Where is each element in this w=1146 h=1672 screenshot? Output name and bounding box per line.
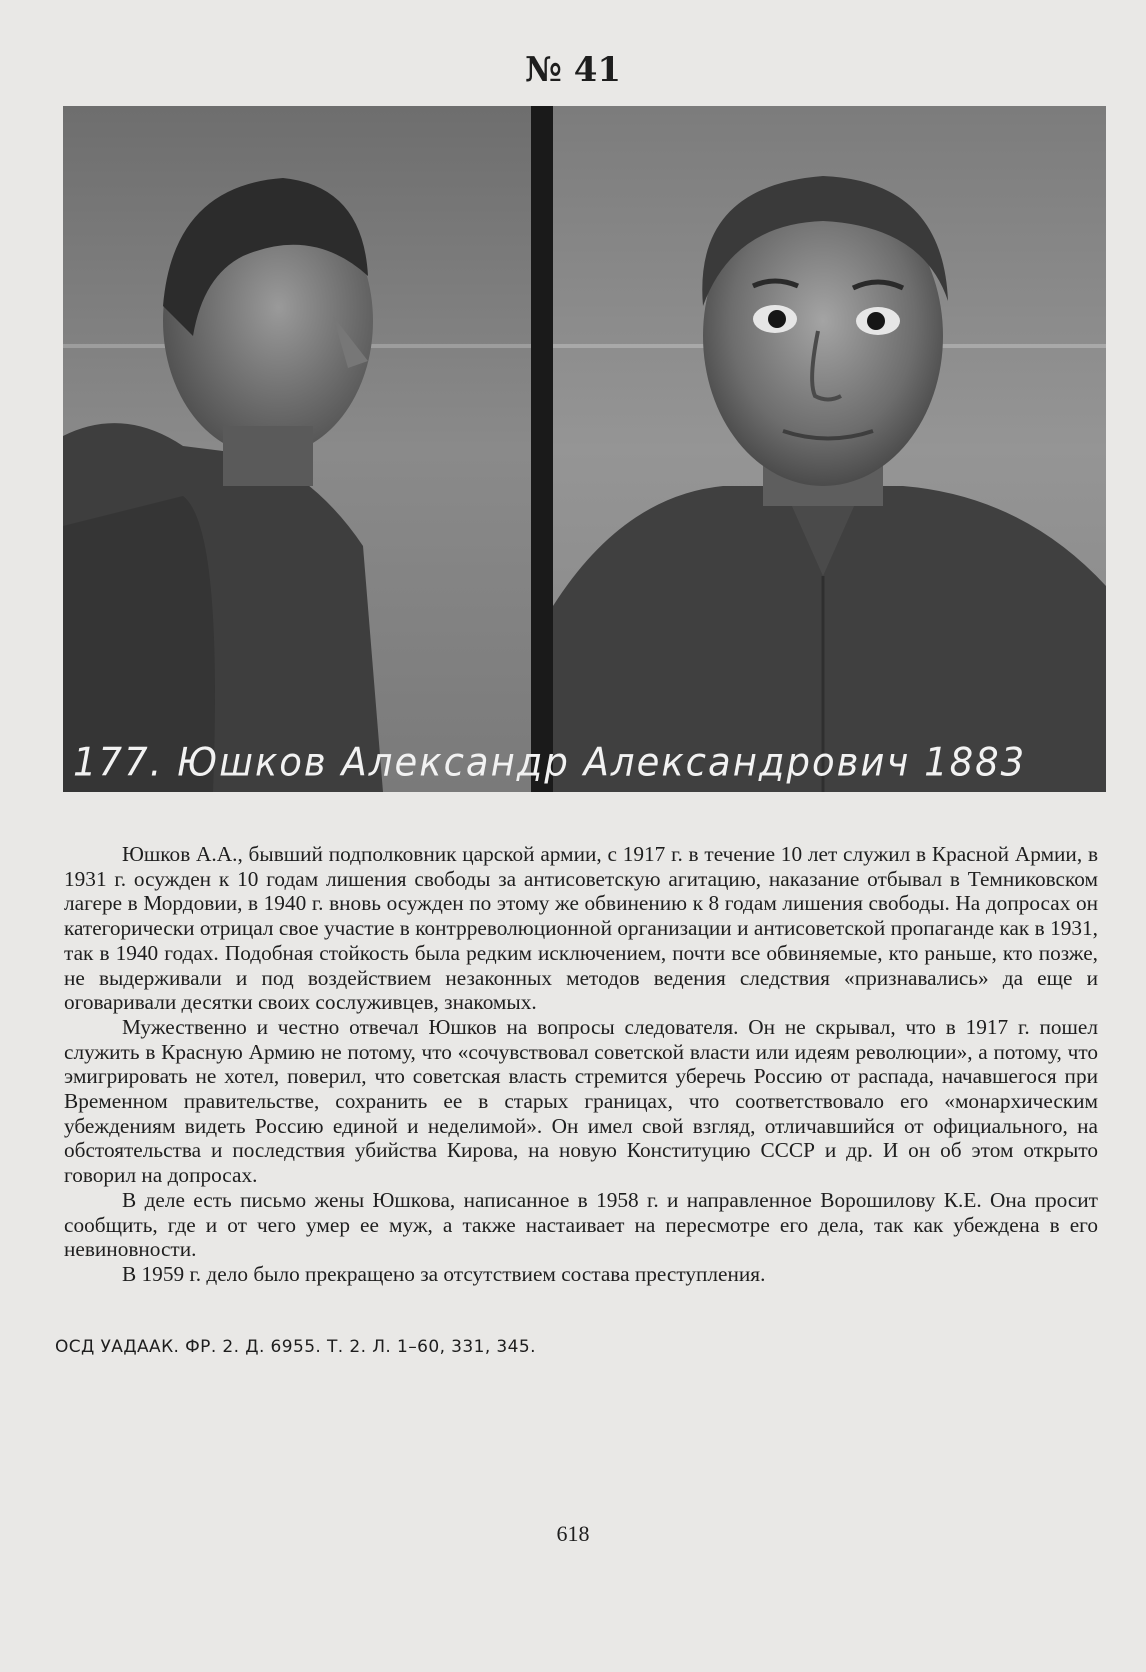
photo-caption: 177. Юшков Александр Александрович 1883 <box>73 739 1027 786</box>
document-number: № 41 <box>524 50 622 90</box>
archive-source-reference: ОСД УАДААК. ФР. 2. Д. 6955. Т. 2. Л. 1–60, 331, 345. <box>55 1337 536 1357</box>
mugshot-photo <box>63 106 1106 792</box>
body-text <box>64 842 1098 1287</box>
paragraph-3: В деле есть письмо жены Юшкова, написанное в 1958 г. и направленное Ворошилову К.Е. Она просит сообщить, где и от чего умер ее муж, а также настаивает на пересмотре его дела, так как убеждена в его невиновности. <box>64 1187 1098 1262</box>
paragraph-2: Мужественно и честно отвечал Юшков на вопросы следователя. Он не скрывал, что в 1917 г. пошел служить в Красную Армию не потому, что «сочувствовал советской власти или идеям революции», а потому, что эмигрировать не хотел, поверил, что советская власть стремится уберечь Россию от распада, начавшегося при Временном правительстве, сохранить ее в старых границах, что соответствовало его «монархическим убеждениям видеть Россию единой и неделимой». Он имел свой взгляд, отличавшийся от официального, на обстоятельства и последствия убийства Кирова, на новую Конституцию СССР и др. И он об этом открыто говорил на допросах. <box>64 1014 1098 1188</box>
paragraph-4: В 1959 г. дело было прекращено за отсутствием состава преступления. <box>122 1261 766 1286</box>
paragraph-1: Юшков А.А., бывший подполковник царской армии, с 1917 г. в течение 10 лет служил в Красной Армии, в 1931 г. осужден к 10 годам лишения свободы за антисоветскую агитацию, наказание отбывал в Темниковском лагере в Мордовии, в 1940 г. вновь осужден по этому же обвинению к 8 годам лишения свободы. На допросах он категорически отрицал свое участие в контрреволюционной организации и антисоветской пропаганде как в 1931, так в 1940 годах. Подобная стойкость была редким исключением, почти все обвиняемые, кто раньше, кто позже, не выдерживали и под воздействием незаконных методов ведения следствия «признавались» да еще и оговаривали десятки своих сослуживцев, знакомых. <box>64 842 1098 1015</box>
page-number: 618 <box>556 1521 590 1546</box>
mugshot-image <box>63 106 1106 792</box>
